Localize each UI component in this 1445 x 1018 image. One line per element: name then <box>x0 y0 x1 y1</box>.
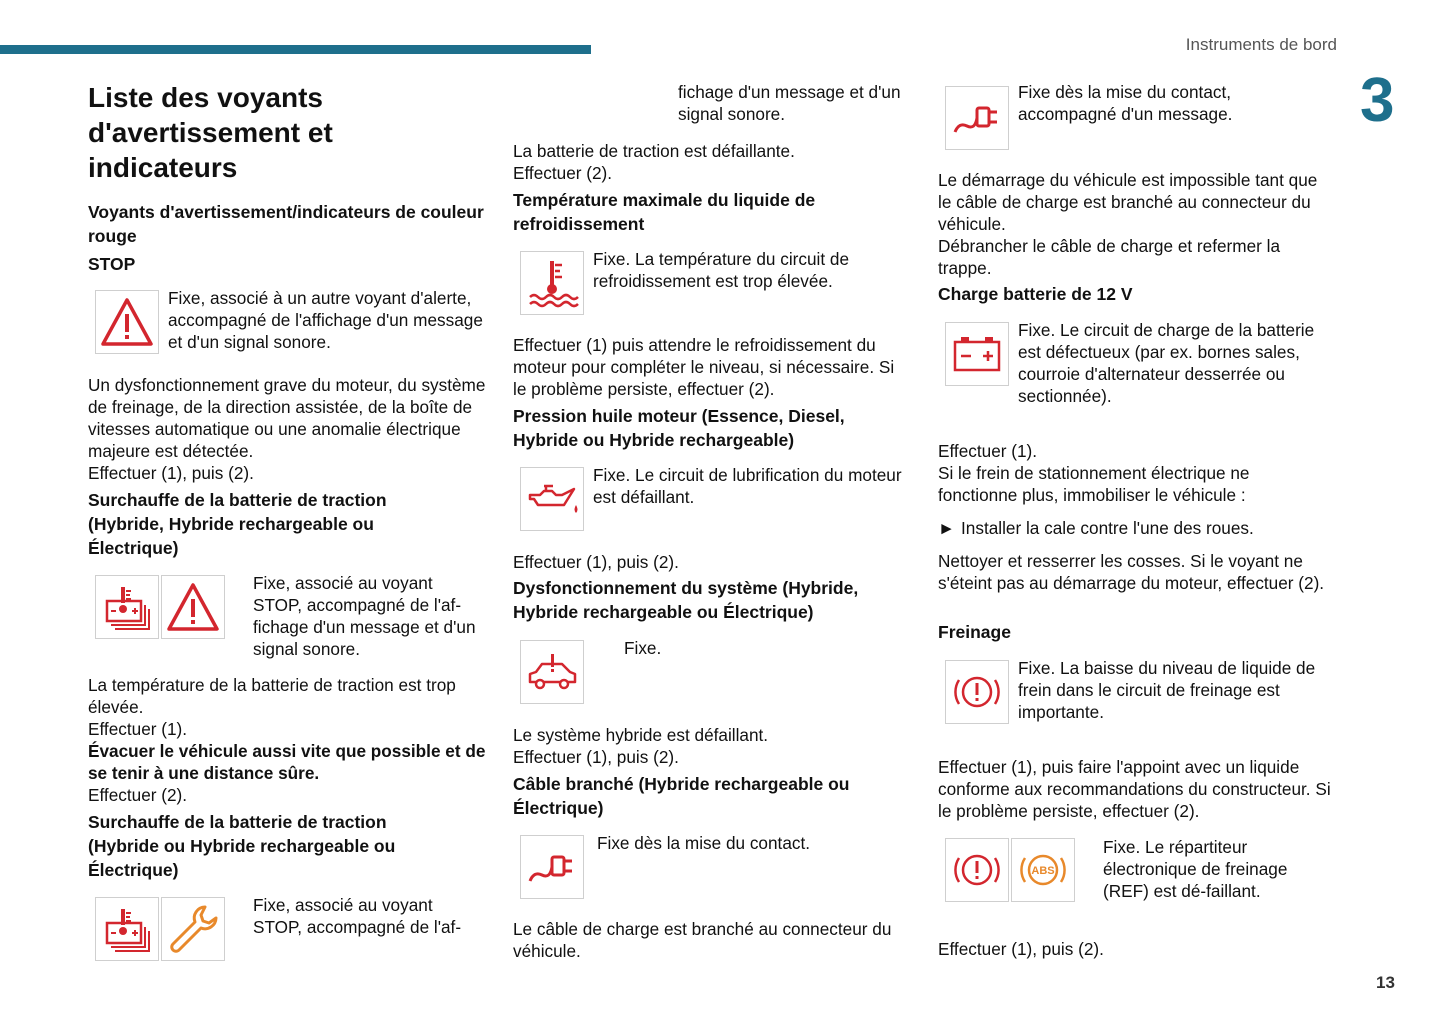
abs-label: ABS <box>1031 865 1055 877</box>
system-action: Effectuer (1), puis (2). <box>513 747 679 767</box>
cable2-action: Débrancher le câble de charge et refermer la trappe. <box>938 236 1281 278</box>
charge-bullet <box>938 517 1338 539</box>
overheat2-icon-group <box>95 897 225 961</box>
overheat2-icon-text: Fixe, associé au voyant STOP, accompagné de l'af- <box>253 895 462 937</box>
stop-description: Un dysfonctionnement grave du moteur, du système de freinage, de la direction assistée, de la boîte de vitesses automatique ou une anomalie électrique majeure est détectée. <box>88 375 486 461</box>
charge-clean-text: Nettoyer et resserrer les cosses. Si le voyant ne s'éteint pas au démarrage du moteur, effectuer (2). <box>938 551 1325 593</box>
cable-icon-text: Fixe dès la mise du contact. <box>597 833 811 853</box>
oil-action: Effectuer (1), puis (2). <box>513 552 679 572</box>
charge-action: Effectuer (1). <box>938 441 1038 461</box>
cable-heading: Câble branché (Hybride rechargeable ou Électrique) <box>513 774 850 818</box>
battery-icon <box>945 322 1009 386</box>
oil-can-icon <box>520 467 584 531</box>
coolant-description: Effectuer (1) puis attendre le refroidissement du moteur pour compléter le niveau, si nécessaire. Si le problème persiste, effectuer (2). <box>513 335 895 399</box>
overheat1-action-1: Effectuer (1). <box>88 719 188 739</box>
charge-icon-text: Fixe. Le circuit de charge de la batterie est défectueux (par ex. bornes sales, courroie d'alternateur desserrée ou sectionnée). <box>1018 320 1315 406</box>
oil-icon-text: Fixe. Le circuit de lubrification du moteur est défaillant. <box>593 465 902 507</box>
brake-icon-text: Fixe. La baisse du niveau de liquide de frein dans le circuit de freinage est importante. <box>1018 658 1316 722</box>
overheat2-continued-text: fichage d'un message et d'un signal sonore. <box>678 82 901 124</box>
overheat1-icon-group <box>95 575 225 639</box>
overheat1-evacuate: Évacuer le véhicule aussi vite que possible et de se tenir à une distance sûre. <box>88 741 486 783</box>
arrow-bullet-icon: ► <box>938 518 956 538</box>
cable-description: Le câble de charge est branché au connecteur du véhicule. <box>513 919 892 961</box>
battery-temperature-icon <box>95 897 159 961</box>
ref-icon-group <box>945 838 1075 902</box>
battery-fail-text: La batterie de traction est défaillante. <box>513 141 795 161</box>
overheat2-heading: Surchauffe de la batterie de traction (Hybride ou Hybride rechargeable ou Électrique) <box>88 812 396 880</box>
stop-heading: STOP <box>88 254 136 274</box>
battery-temperature-icon <box>95 575 159 639</box>
coolant-icon-group <box>520 251 584 315</box>
charging-plug-icon <box>520 835 584 899</box>
stop-icon-text: Fixe, associé à un autre voyant d'alerte, accompagné de l'affichage d'un message et d'un signal sonore. <box>168 288 483 352</box>
charging-plug-icon <box>945 86 1009 150</box>
charge-bullet-text: Installer la cale contre l'une des roues. <box>961 518 1254 538</box>
car-fault-icon <box>520 640 584 704</box>
chapter-number: 3 <box>1360 66 1395 135</box>
page-number: 13 <box>1376 973 1395 992</box>
brake-icon-group <box>945 660 1009 724</box>
overheat1-icon-text: Fixe, associé au voyant STOP, accompagné de l'af-fichage d'un message et d'un signal sonore. <box>253 573 476 659</box>
brake-warning-icon <box>945 660 1009 724</box>
coolant-heading: Température maximale du liquide de refroidissement <box>513 190 816 234</box>
stop-icon-group <box>95 290 159 354</box>
warning-triangle-icon <box>95 290 159 354</box>
wrench-icon <box>161 897 225 961</box>
overheat1-action-2: Effectuer (2). <box>88 785 188 805</box>
system-description: Le système hybride est défaillant. <box>513 725 769 745</box>
coolant-icon-text: Fixe. La température du circuit de refroidissement est trop élevée. <box>593 249 850 291</box>
oil-pressure-heading: Pression huile moteur (Essence, Diesel, Hybride ou Hybride rechargeable) <box>513 406 845 450</box>
cable2-icon-group <box>945 86 1009 150</box>
brake-warning-icon <box>945 838 1009 902</box>
brake-action: Effectuer (1), puis faire l'appoint avec un liquide conforme aux recommandations du constructeur. Si le problème persiste, effectuer (2). <box>938 757 1331 821</box>
system-fault-heading: Dysfonctionnement du système (Hybride, Hybride rechargeable ou Électrique) <box>513 578 859 622</box>
abs-icon <box>1011 838 1075 902</box>
system-icon-group <box>520 640 584 704</box>
ref-action: Effectuer (1), puis (2). <box>938 939 1104 959</box>
subtitle-red-indicators: Voyants d'avertissement/indicateurs de couleur rouge <box>88 202 484 246</box>
stop-action: Effectuer (1), puis (2). <box>88 463 254 483</box>
battery-fail-action: Effectuer (2). <box>513 163 613 183</box>
oil-icon-group <box>520 467 584 531</box>
page-title: Liste des voyants d'avertissement et indicateurs <box>88 82 333 183</box>
cable-icon-group <box>520 835 584 899</box>
cable2-icon-text: Fixe dès la mise du contact, accompagné d'un message. <box>1018 82 1233 124</box>
charge-description: Si le frein de stationnement électrique ne fonctionne plus, immobiliser le véhicule : <box>938 463 1250 505</box>
header-accent-bar <box>0 45 591 54</box>
cable2-description: Le démarrage du véhicule est impossible tant que le câble de charge est branché au connecteur du véhicule. <box>938 170 1318 234</box>
overheat1-description: La température de la batterie de traction est trop élevée. <box>88 675 456 717</box>
overheat1-heading: Surchauffe de la batterie de traction (Hybride, Hybride rechargeable ou Électrique) <box>88 490 387 558</box>
system-icon-text: Fixe. <box>624 638 662 658</box>
brake-heading: Freinage <box>938 622 1011 642</box>
warning-triangle-icon <box>161 575 225 639</box>
charge-12v-heading: Charge batterie de 12 V <box>938 284 1133 304</box>
coolant-temperature-icon <box>520 251 584 315</box>
ref-icon-text: Fixe. Le répartiteur électronique de freinage (REF) est dé-faillant. <box>1103 837 1288 901</box>
charge-icon-group <box>945 322 1009 386</box>
section-title: Instruments de bord <box>1185 35 1337 54</box>
